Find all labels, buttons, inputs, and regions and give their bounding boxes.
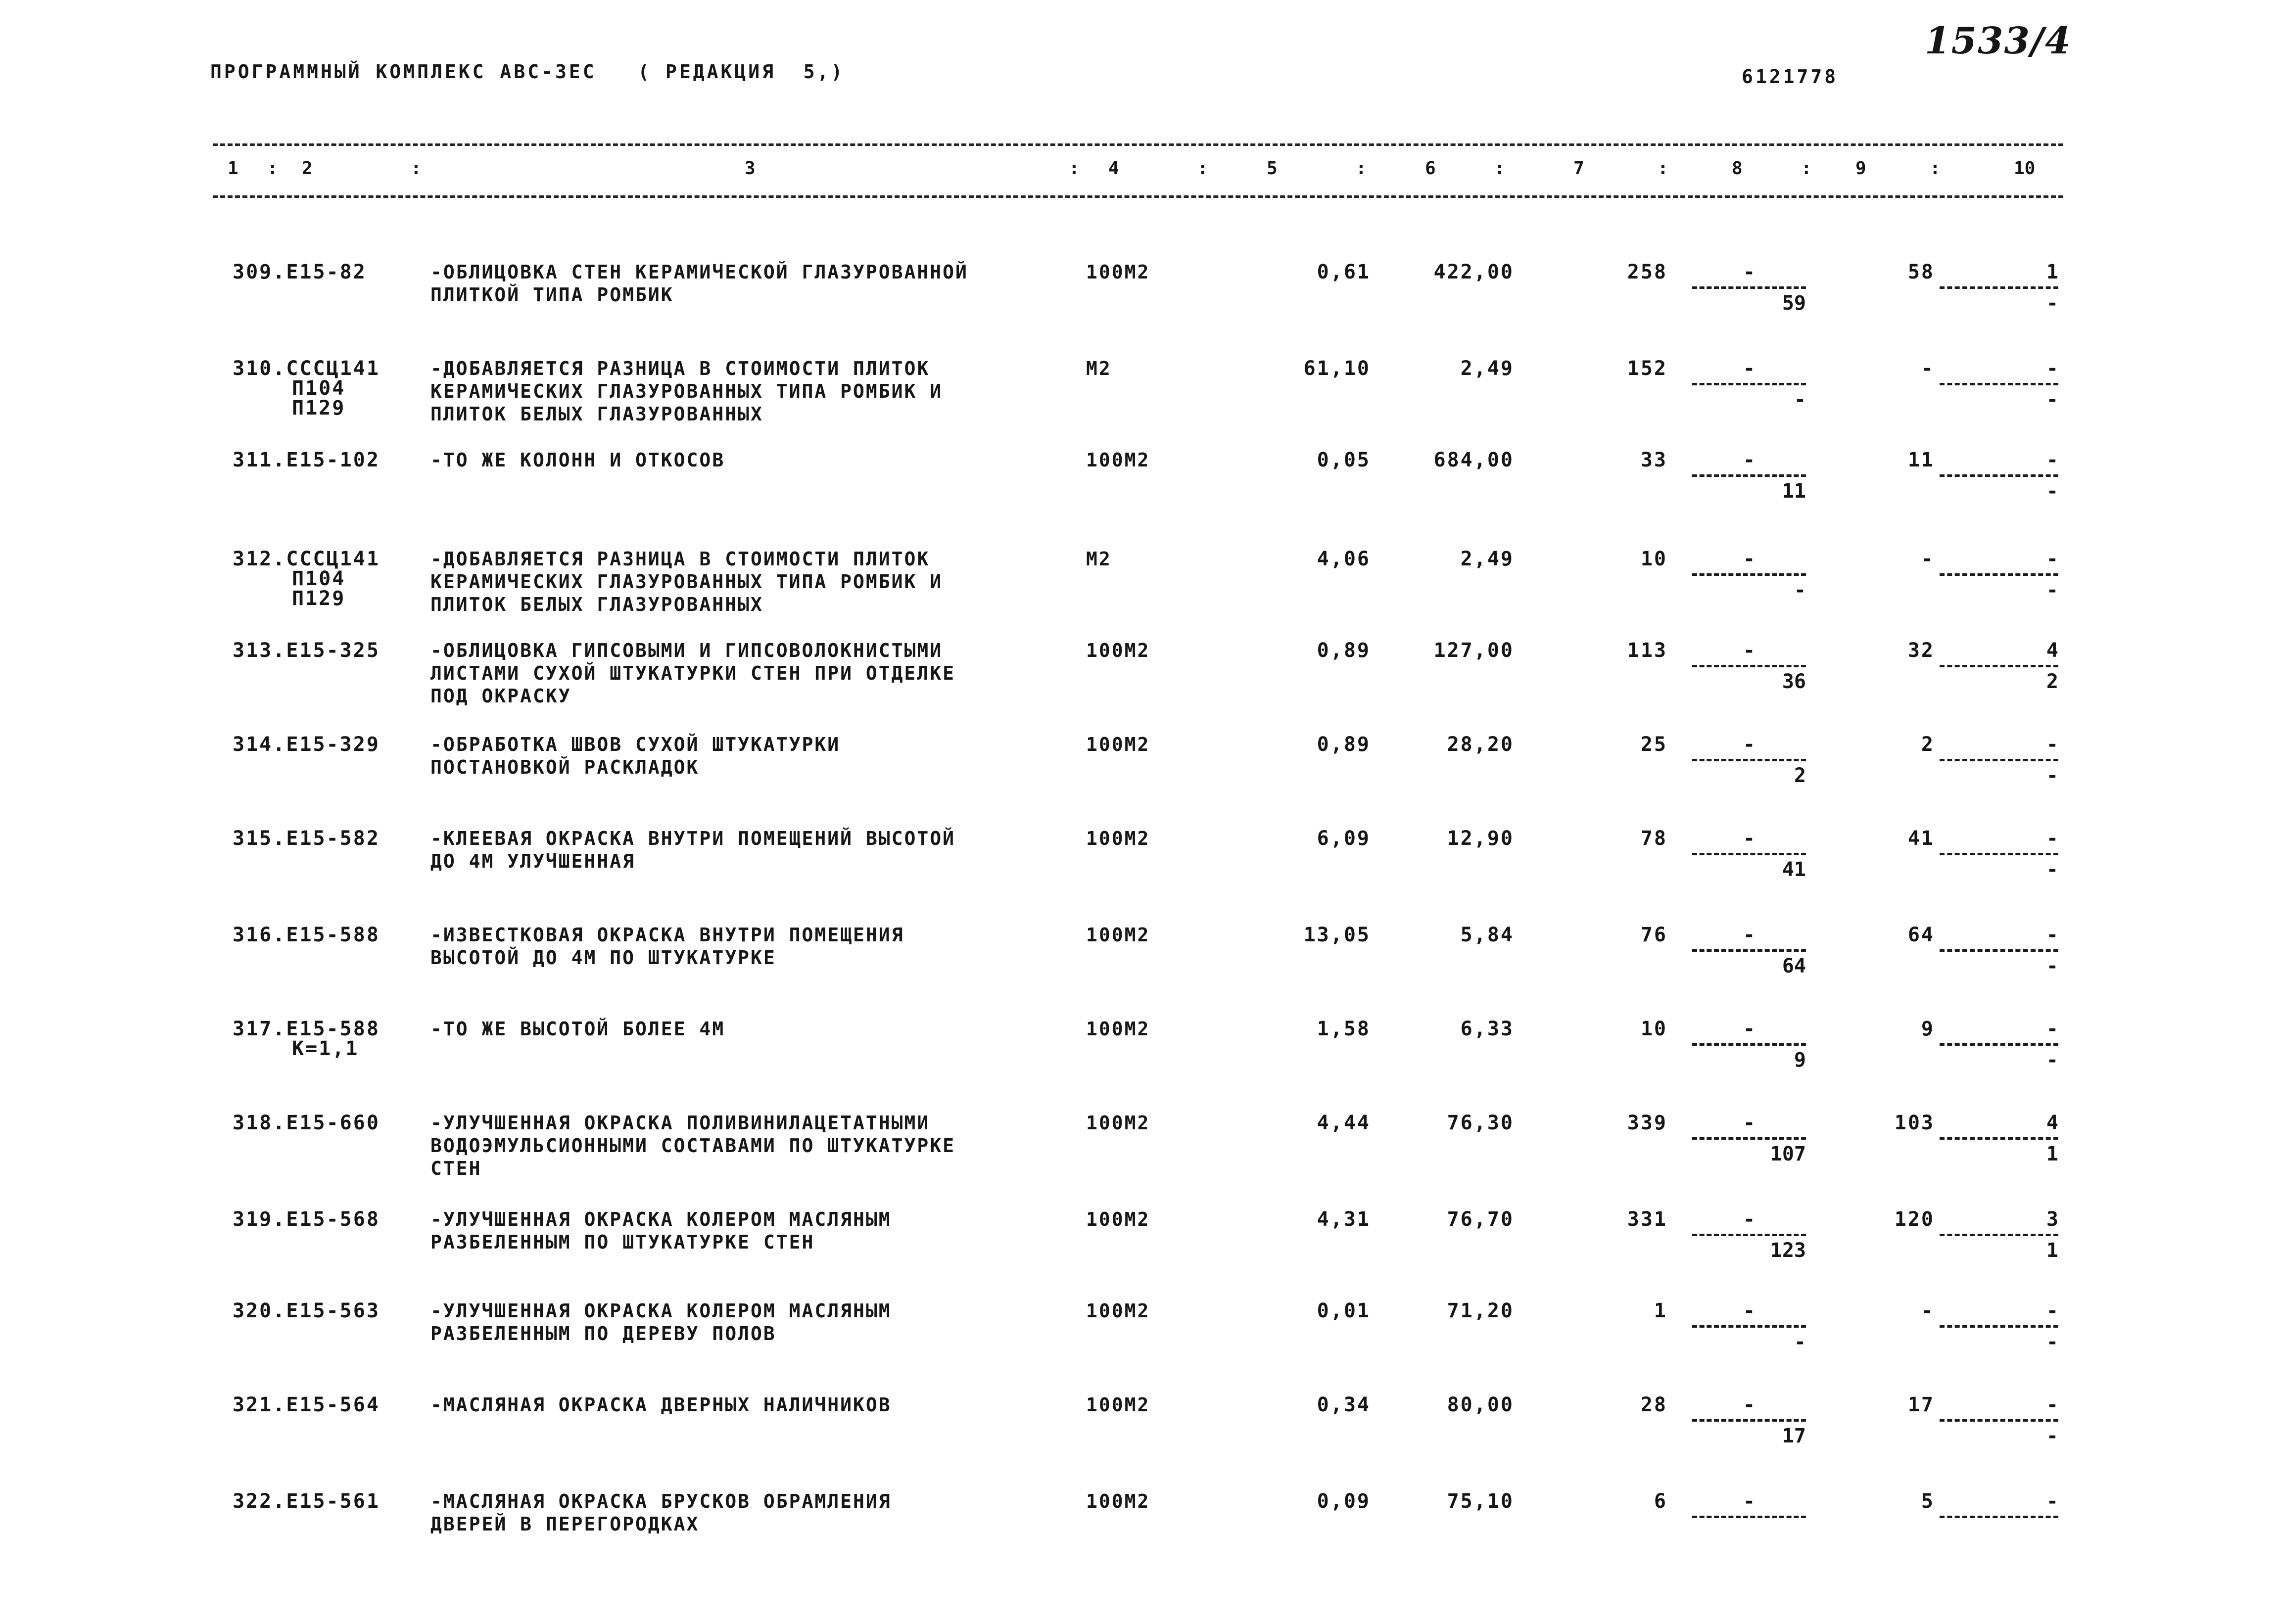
item-unit: 100М2 [1086, 1112, 1150, 1134]
fraction-numerator: - [2046, 827, 2058, 850]
column-separator: : [1197, 158, 1208, 179]
fraction-bar [1940, 1325, 2058, 1328]
item-quantity: 0,89 [1317, 639, 1371, 662]
item-materials-fraction [1940, 1207, 2058, 1263]
fraction-denominator: 107 [1770, 1143, 1806, 1165]
item-unit: М2 [1086, 548, 1112, 570]
item-code-ref: П104 [292, 377, 346, 400]
handwritten-sheet-number: 1533/4 [1925, 20, 2072, 62]
item-code: 315.Е15-582 [233, 827, 380, 850]
item-description: РАЗБЕЛЕННЫМ ПО ДЕРЕВУ ПОЛОВ [430, 1323, 776, 1345]
fraction-bar [1692, 474, 1806, 477]
header-rule-bottom [213, 195, 2063, 198]
fraction-bar [1692, 1325, 1806, 1328]
document-code: 6121778 [1742, 66, 1839, 88]
item-code: 311.Е15-102 [233, 449, 380, 471]
item-code-ref: П104 [292, 567, 346, 590]
item-materials-fraction [1940, 1299, 2058, 1354]
column-number: 6 [1425, 158, 1436, 179]
item-code-ref: К=1,1 [292, 1037, 359, 1060]
item-machine-cost-fraction [1692, 1207, 1806, 1263]
document-title: ПРОГРАММНЫЙ КОМПЛЕКС АВС-ЗЕС ( РЕДАКЦИЯ 5,) [210, 61, 845, 83]
item-wages: 120 [1894, 1208, 1935, 1231]
item-wages: 5 [1921, 1490, 1935, 1513]
item-machine-cost-fraction [1692, 1017, 1806, 1072]
fraction-bar [1940, 286, 2058, 289]
fraction-numerator: - [2046, 733, 2058, 756]
item-description: КЕРАМИЧЕСКИХ ГЛАЗУРОВАННЫХ ТИПА РОМБИК И [430, 380, 943, 402]
fraction-denominator: - [1794, 388, 1806, 411]
column-separator: : [1494, 158, 1505, 179]
item-unit-price: 422,00 [1433, 261, 1514, 283]
column-separator: : [411, 158, 422, 179]
item-wages: 41 [1907, 827, 1935, 850]
item-description: -УЛУЧШЕННАЯ ОКРАСКА ПОЛИВИНИЛАЦЕТАТНЫМИ [430, 1112, 930, 1134]
item-total-cost: 258 [1627, 261, 1667, 283]
item-quantity: 0,05 [1317, 449, 1371, 471]
fraction-numerator: - [1743, 1112, 1756, 1134]
fraction-denominator: - [2046, 1425, 2058, 1447]
fraction-bar [1940, 1419, 2058, 1422]
item-description: -МАСЛЯНАЯ ОКРАСКА БРУСКОВ ОБРАМЛЕНИЯ [430, 1490, 892, 1512]
fraction-denominator: - [2046, 764, 2058, 787]
item-quantity: 13,05 [1303, 924, 1371, 946]
item-unit: 100М2 [1086, 1018, 1150, 1040]
column-number: 4 [1108, 158, 1119, 179]
fraction-numerator: - [1743, 639, 1756, 662]
item-total-cost: 152 [1627, 357, 1667, 380]
item-description: -ДОБАВЛЯЕТСЯ РАЗНИЦА В СТОИМОСТИ ПЛИТОК [430, 358, 930, 379]
item-unit: М2 [1086, 358, 1112, 379]
item-materials-fraction [1940, 1489, 2058, 1520]
item-materials-fraction [1940, 547, 2058, 603]
item-unit-price: 76,30 [1447, 1112, 1514, 1134]
item-total-cost: 10 [1640, 548, 1667, 570]
fraction-numerator: - [1743, 548, 1756, 570]
fraction-bar [1940, 759, 2058, 761]
item-unit: 100М2 [1086, 1208, 1150, 1230]
item-materials-fraction [1940, 826, 2058, 882]
item-machine-cost-fraction [1692, 1392, 1806, 1448]
item-total-cost: 331 [1627, 1208, 1667, 1231]
item-description: ПОД ОКРАСКУ [430, 685, 571, 707]
item-unit: 100М2 [1086, 1300, 1150, 1322]
item-description: ПЛИТОК БЕЛЫХ ГЛАЗУРОВАННЫХ [430, 594, 763, 615]
item-description: -ИЗВЕСТКОВАЯ ОКРАСКА ВНУТРИ ПОМЕЩЕНИЯ [430, 924, 904, 946]
fraction-numerator: - [2046, 1299, 2058, 1322]
item-description: -ОБРАБОТКА ШВОВ СУХОЙ ШТУКАТУРКИ [430, 734, 841, 755]
fraction-bar [1940, 1137, 2058, 1140]
item-description: -МАСЛЯНАЯ ОКРАСКА ДВЕРНЫХ НАЛИЧНИКОВ [430, 1394, 892, 1416]
item-quantity: 0,61 [1317, 261, 1371, 283]
item-quantity: 0,34 [1317, 1393, 1371, 1416]
item-total-cost: 76 [1640, 924, 1667, 946]
fraction-denominator: 2 [1794, 764, 1806, 787]
fraction-bar [1940, 853, 2058, 855]
item-materials-fraction [1940, 1392, 2058, 1448]
item-unit: 100М2 [1086, 924, 1150, 946]
fraction-numerator: - [1743, 449, 1756, 471]
item-description: ПЛИТОК БЕЛЫХ ГЛАЗУРОВАННЫХ [430, 403, 763, 425]
item-total-cost: 78 [1640, 827, 1667, 850]
fraction-denominator: - [2046, 1049, 2058, 1071]
item-quantity: 61,10 [1303, 357, 1371, 380]
item-code-ref: П129 [292, 587, 346, 610]
item-total-cost: 33 [1640, 449, 1667, 471]
item-description: -КЛЕЕВАЯ ОКРАСКА ВНУТРИ ПОМЕЩЕНИЙ ВЫСОТОЙ [430, 828, 955, 849]
fraction-numerator: - [1743, 1393, 1756, 1416]
item-materials-fraction [1940, 1017, 2058, 1072]
item-unit-price: 80,00 [1447, 1393, 1514, 1416]
item-materials-fraction [1940, 1111, 2058, 1166]
fraction-bar [1940, 573, 2058, 576]
item-machine-cost-fraction [1692, 1299, 1806, 1354]
item-wages: 9 [1921, 1018, 1935, 1040]
fraction-denominator: - [2046, 858, 2058, 881]
item-code: 318.Е15-660 [233, 1112, 380, 1134]
item-materials-fraction [1940, 448, 2058, 504]
item-description: ВОДОЭМУЛЬСИОННЫМИ СОСТАВАМИ ПО ШТУКАТУРКЕ [430, 1135, 955, 1157]
fraction-denominator: 64 [1782, 955, 1806, 977]
fraction-bar [1692, 1137, 1806, 1140]
column-separator: : [1069, 158, 1080, 179]
fraction-bar [1692, 1043, 1806, 1046]
item-unit-price: 71,20 [1447, 1299, 1514, 1322]
fraction-numerator: - [1743, 733, 1756, 756]
item-total-cost: 25 [1640, 733, 1667, 756]
item-code: 319.Е15-568 [233, 1208, 380, 1231]
item-machine-cost-fraction [1692, 356, 1806, 412]
item-code: 309.Е15-82 [233, 261, 367, 283]
fraction-numerator: 4 [2046, 639, 2058, 662]
item-description: -ОБЛИЦОВКА ГИПСОВЫМИ И ГИПСОВОЛОКНИСТЫМИ [430, 640, 943, 661]
item-quantity: 0,89 [1317, 733, 1371, 756]
column-number: 5 [1267, 158, 1278, 179]
fraction-numerator: - [2046, 1490, 2058, 1513]
column-separator: : [1930, 158, 1941, 179]
item-machine-cost-fraction [1692, 638, 1806, 694]
fraction-numerator: - [1743, 1299, 1756, 1322]
item-quantity: 6,09 [1317, 827, 1371, 850]
item-machine-cost-fraction [1692, 1489, 1806, 1545]
item-wages: 11 [1907, 449, 1935, 471]
fraction-denominator: - [1794, 579, 1806, 602]
fraction-numerator: - [2046, 1393, 2058, 1416]
fraction-bar [1692, 853, 1806, 855]
item-description: -ТО ЖЕ КОЛОНН И ОТКОСОВ [430, 449, 725, 471]
item-unit-price: 76,70 [1447, 1208, 1514, 1231]
item-materials-fraction [1940, 260, 2058, 316]
fraction-denominator: 41 [1782, 858, 1806, 881]
item-unit: 100М2 [1086, 1394, 1150, 1416]
item-materials-fraction [1940, 638, 2058, 694]
item-code: 312.СССЦ141 [233, 548, 380, 570]
item-wages: 64 [1907, 924, 1935, 946]
item-materials-fraction [1940, 732, 2058, 788]
column-number: 10 [2014, 158, 2036, 179]
fraction-numerator: - [2046, 449, 2058, 471]
column-number: 3 [745, 158, 756, 179]
item-unit-price: 2,49 [1460, 548, 1514, 570]
fraction-denominator: - [2046, 955, 2058, 977]
fraction-numerator: 4 [2046, 1112, 2058, 1134]
item-description: ДО 4М УЛУЧШЕННАЯ [430, 850, 636, 872]
item-code: 310.СССЦ141 [233, 357, 380, 380]
item-unit: 100М2 [1086, 734, 1150, 755]
item-machine-cost-fraction [1692, 826, 1806, 882]
item-description: ПОСТАНОВКОЙ РАСКЛАДОК [430, 756, 700, 778]
item-total-cost: 28 [1640, 1393, 1667, 1416]
column-number: 7 [1573, 158, 1584, 179]
column-number: 1 [228, 158, 238, 179]
fraction-denominator: - [2046, 480, 2058, 503]
item-quantity: 4,44 [1317, 1112, 1371, 1134]
fraction-bar [1692, 949, 1806, 952]
item-machine-cost-fraction [1692, 923, 1806, 978]
item-description: ДВЕРЕЙ В ПЕРЕГОРОДКАХ [430, 1513, 700, 1535]
fraction-numerator: - [1743, 827, 1756, 850]
fraction-denominator: - [1794, 1331, 1806, 1353]
item-total-cost: 1 [1654, 1299, 1667, 1322]
item-machine-cost-fraction [1692, 448, 1806, 504]
item-quantity: 0,09 [1317, 1490, 1371, 1513]
item-wages: 103 [1894, 1112, 1935, 1134]
fraction-denominator: 59 [1782, 292, 1806, 315]
column-separator: : [1356, 158, 1367, 179]
item-wages: 2 [1921, 733, 1935, 756]
item-machine-cost-fraction [1692, 1111, 1806, 1166]
fraction-bar [1940, 1043, 2058, 1046]
fraction-denominator: 2 [2046, 670, 2058, 693]
item-unit-price: 2,49 [1460, 357, 1514, 380]
item-machine-cost-fraction [1692, 732, 1806, 788]
fraction-numerator: - [1743, 1018, 1756, 1040]
item-wages: - [1921, 548, 1935, 570]
item-description: -ДОБАВЛЯЕТСЯ РАЗНИЦА В СТОИМОСТИ ПЛИТОК [430, 548, 930, 570]
fraction-denominator: 36 [1782, 670, 1806, 693]
item-code: 321.Е15-564 [233, 1393, 380, 1416]
column-separator: : [1801, 158, 1812, 179]
fraction-denominator: - [2046, 579, 2058, 602]
column-separator: : [1658, 158, 1668, 179]
item-quantity: 4,31 [1317, 1208, 1371, 1231]
fraction-bar [1692, 383, 1806, 385]
fraction-numerator: - [2046, 1018, 2058, 1040]
item-wages: 32 [1907, 639, 1935, 662]
item-unit: 100М2 [1086, 449, 1150, 471]
fraction-bar [1692, 759, 1806, 761]
fraction-numerator: 3 [2046, 1208, 2058, 1231]
item-wages: 17 [1907, 1393, 1935, 1416]
item-materials-fraction [1940, 923, 2058, 978]
item-unit: 100М2 [1086, 1490, 1150, 1512]
fraction-bar [1692, 1419, 1806, 1422]
fraction-denominator: 9 [1794, 1049, 1806, 1071]
item-wages: - [1921, 357, 1935, 380]
fraction-numerator: - [1743, 1490, 1756, 1513]
item-unit: 100М2 [1086, 640, 1150, 661]
item-quantity: 1,58 [1317, 1018, 1371, 1040]
fraction-bar [1692, 665, 1806, 667]
item-machine-cost-fraction [1692, 260, 1806, 316]
item-code: 322.Е15-561 [233, 1490, 380, 1513]
fraction-denominator: - [2046, 1331, 2058, 1353]
item-unit-price: 5,84 [1460, 924, 1514, 946]
fraction-bar [1940, 383, 2058, 385]
fraction-denominator: 17 [1782, 1425, 1806, 1447]
column-number: 9 [1855, 158, 1866, 179]
fraction-numerator: - [1743, 1208, 1756, 1231]
item-description: СТЕН [430, 1158, 482, 1179]
fraction-numerator: - [1743, 357, 1756, 380]
fraction-numerator: - [2046, 548, 2058, 570]
fraction-denominator [1692, 1520, 1806, 1545]
fraction-bar [1692, 1234, 1806, 1236]
item-unit-price: 6,33 [1460, 1018, 1514, 1040]
fraction-bar [1692, 573, 1806, 576]
item-total-cost: 6 [1654, 1490, 1667, 1513]
item-wages: 58 [1907, 261, 1935, 283]
item-description: -УЛУЧШЕННАЯ ОКРАСКА КОЛЕРОМ МАСЛЯНЫМ [430, 1208, 892, 1230]
item-unit: 100М2 [1086, 828, 1150, 849]
item-machine-cost-fraction [1692, 547, 1806, 603]
item-description: ПЛИТКОЙ ТИПА РОМБИК [430, 284, 674, 306]
fraction-denominator: 11 [1782, 480, 1806, 503]
item-description: -ОБЛИЦОВКА СТЕН КЕРАМИЧЕСКОЙ ГЛАЗУРОВАННОЙ [430, 261, 968, 283]
fraction-denominator: - [2046, 388, 2058, 411]
header-rule-top [213, 143, 2063, 146]
item-total-cost: 10 [1640, 1018, 1667, 1040]
fraction-denominator: 1 [2046, 1239, 2058, 1262]
fraction-denominator: 1 [2046, 1143, 2058, 1165]
item-unit-price: 12,90 [1447, 827, 1514, 850]
item-code: 320.Е15-563 [233, 1299, 380, 1322]
column-number: 2 [302, 158, 313, 179]
column-number: 8 [1732, 158, 1743, 179]
fraction-bar [1940, 665, 2058, 667]
item-unit-price: 684,00 [1433, 449, 1514, 471]
fraction-numerator: - [1743, 924, 1756, 946]
item-description: КЕРАМИЧЕСКИХ ГЛАЗУРОВАННЫХ ТИПА РОМБИК И [430, 571, 943, 593]
item-code: 316.Е15-588 [233, 924, 380, 946]
item-code: 317.Е15-588 [233, 1018, 380, 1040]
item-unit-price: 75,10 [1447, 1490, 1514, 1513]
fraction-numerator: - [2046, 357, 2058, 380]
fraction-numerator: 1 [2046, 261, 2058, 283]
fraction-bar [1940, 1516, 2058, 1518]
item-unit-price: 28,20 [1447, 733, 1514, 756]
fraction-numerator: - [2046, 924, 2058, 946]
item-code: 313.Е15-325 [233, 639, 380, 662]
item-materials-fraction [1940, 356, 2058, 412]
fraction-bar [1692, 286, 1806, 289]
fraction-bar [1940, 1234, 2058, 1236]
item-description: ВЫСОТОЙ ДО 4М ПО ШТУКАТУРКЕ [430, 947, 776, 969]
item-description: -ТО ЖЕ ВЫСОТОЙ БОЛЕЕ 4М [430, 1018, 725, 1040]
column-separator: : [267, 158, 278, 179]
item-code: 314.Е15-329 [233, 733, 380, 756]
item-wages: - [1921, 1299, 1935, 1322]
item-quantity: 0,01 [1317, 1299, 1371, 1322]
item-unit: 100М2 [1086, 261, 1150, 283]
fraction-bar [1940, 949, 2058, 952]
item-quantity: 4,06 [1317, 548, 1371, 570]
item-description: -УЛУЧШЕННАЯ ОКРАСКА КОЛЕРОМ МАСЛЯНЫМ [430, 1300, 892, 1322]
item-code-ref: П129 [292, 397, 346, 419]
fraction-bar [1940, 474, 2058, 477]
fraction-numerator: - [1743, 261, 1756, 283]
fraction-denominator: - [2046, 292, 2058, 315]
fraction-bar [1692, 1516, 1806, 1518]
item-description: РАЗБЕЛЕННЫМ ПО ШТУКАТУРКЕ СТЕН [430, 1231, 815, 1253]
item-total-cost: 339 [1627, 1112, 1667, 1134]
item-description: ЛИСТАМИ СУХОЙ ШТУКАТУРКИ СТЕН ПРИ ОТДЕЛКЕ [430, 662, 955, 684]
item-unit-price: 127,00 [1433, 639, 1514, 662]
fraction-denominator: 123 [1770, 1239, 1806, 1262]
item-total-cost: 113 [1627, 639, 1667, 662]
